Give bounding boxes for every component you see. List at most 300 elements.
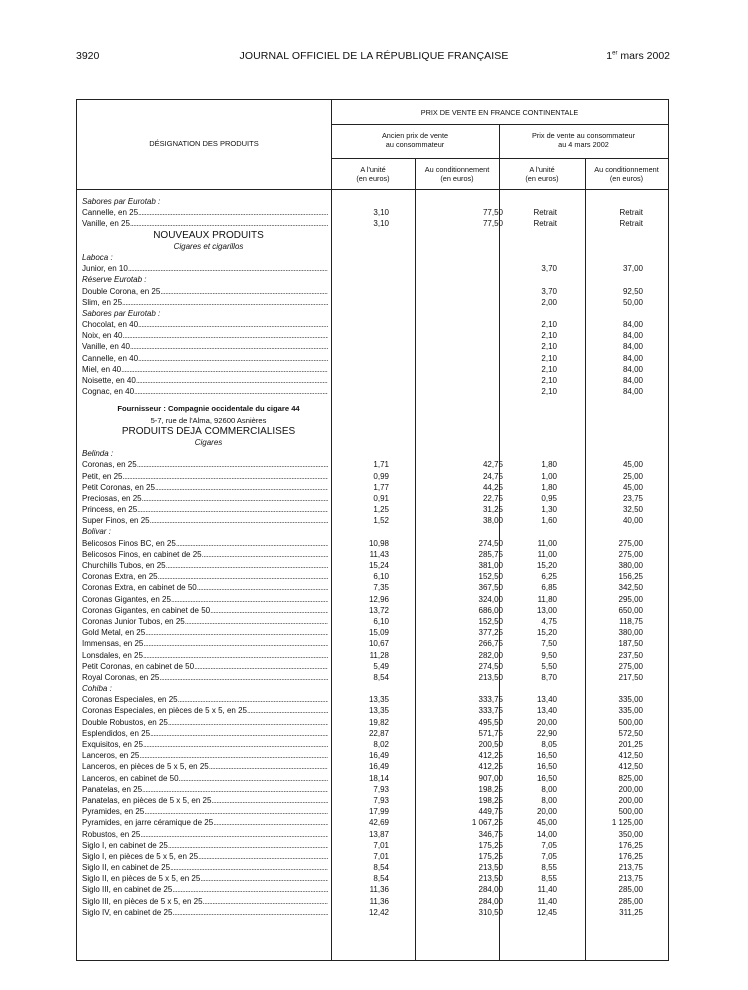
- old-unit-price: 5,49: [373, 661, 389, 671]
- table-row: [77, 471, 668, 482]
- header-rule: [331, 124, 668, 125]
- new-pack-price: 84,00: [622, 353, 643, 363]
- old-pack-price: 200,50: [478, 740, 503, 749]
- new-pack-price: 37,00: [622, 264, 643, 274]
- new-pack-price: 50,00: [622, 297, 643, 307]
- new-pack-price: 92,50: [622, 286, 643, 296]
- new-unit-price: 2,10: [541, 353, 557, 363]
- heading-label: Cigares: [194, 437, 223, 447]
- old-unit-price: 7,35: [373, 583, 389, 593]
- new-unit-price: 1,00: [541, 471, 557, 481]
- table-row: [77, 728, 668, 739]
- new-pack-price: 275,00: [618, 549, 643, 559]
- brand-heading: [77, 448, 668, 459]
- new-unit-price: 8,05: [541, 740, 557, 749]
- old-pack-price: 198,25: [478, 795, 503, 805]
- old-unit-price: 3,10: [373, 219, 389, 229]
- old-pack-price: 213,50: [478, 874, 503, 884]
- new-pack-price: 156,25: [618, 572, 643, 582]
- new-unit-price: 13,00: [536, 605, 557, 615]
- heading-label: NOUVEAUX PRODUITS: [153, 229, 264, 241]
- old-unit-price: 7,93: [373, 795, 389, 805]
- product-name: Lanceros, en 25 .....: [82, 750, 328, 761]
- brand-heading: [77, 274, 668, 285]
- old-unit-price: 8,02: [373, 740, 389, 749]
- table-row: [77, 605, 668, 616]
- new-unit-price: 14,00: [536, 829, 557, 839]
- old-pack-price: 346,75: [478, 829, 503, 839]
- old-pack-price: 266,75: [478, 639, 503, 649]
- old-pack-price: 284,00: [478, 896, 503, 906]
- product-name: Noisette, en 40 .....: [82, 375, 328, 386]
- old-pack-price: 377,25: [478, 628, 503, 638]
- new-pack-price: 84,00: [622, 376, 643, 385]
- old-unit-price: 3,10: [373, 208, 389, 218]
- old-unit-price: 1,52: [373, 516, 389, 526]
- table-row: [77, 571, 668, 582]
- new-pack-price: 32,50: [622, 505, 643, 515]
- table-row: [77, 661, 668, 672]
- new-pack-price: 176,25: [618, 851, 643, 861]
- new-pack-price: 84,00: [622, 387, 643, 397]
- product-name: Junior, en 10 .....: [82, 263, 328, 274]
- old-pack-price: 31,25: [482, 505, 503, 515]
- new-pack-price: 342,50: [618, 583, 643, 593]
- old-price-header: Ancien prix de vente au consommateur: [381, 131, 449, 149]
- old-unit-price: 1,77: [373, 482, 389, 492]
- product-name: Petit Coronas, en cabinet de 50 .....: [82, 661, 328, 672]
- new-unit-price: 11,00: [537, 549, 557, 559]
- new-unit-price: 2,10: [541, 387, 557, 397]
- old-unit-price: 8,54: [373, 863, 389, 873]
- heading-label: Belinda :: [82, 449, 114, 459]
- new-pack-price: 217,50: [618, 672, 643, 682]
- old-unit-price: 1,71: [373, 460, 389, 470]
- old-pack-price: 381,00: [478, 561, 503, 570]
- table-row: [77, 817, 668, 828]
- new-pack-price: 40,00: [622, 516, 643, 526]
- old-pack-price: 907,00: [478, 773, 503, 783]
- old-pack-price: 152,50: [478, 616, 503, 626]
- heading-label: PRODUITS DÉJÀ COMMERCIALISÉS: [121, 425, 296, 437]
- old-pack-price: 213,50: [478, 863, 503, 873]
- table-row: [77, 319, 668, 330]
- new-pack-price: 1 125,00: [611, 818, 643, 828]
- product-name: Princess, en 25 .....: [82, 504, 328, 515]
- old-pack-price: 38,00: [482, 516, 503, 526]
- product-name: Double Robustos, en 25 .....: [82, 717, 328, 728]
- product-name: Lanceros, en cabinet de 50 .....: [82, 773, 328, 784]
- table-row: [77, 353, 668, 364]
- new-unit-price: 7,05: [541, 851, 557, 861]
- table-row: [77, 884, 668, 895]
- heading-label: Fournisseur : Compagnie occidentale du cigare 44: [117, 404, 300, 414]
- old-unit-price: 19,82: [368, 717, 389, 727]
- table-row: [77, 795, 668, 806]
- new-pack-price: 201,25: [618, 740, 643, 749]
- old-pack-price: 213,50: [478, 672, 503, 682]
- new-pack-price: 295,00: [618, 594, 643, 604]
- product-name: Exquisitos, en 25 .....: [82, 739, 328, 750]
- product-name: Coronas, en 25 .....: [82, 459, 328, 470]
- new-unit-price: 1,30: [541, 505, 557, 515]
- table-row: [77, 862, 668, 873]
- old-unit-price: 7,01: [373, 851, 389, 861]
- table-row: [77, 616, 668, 627]
- heading-label: 5-7, rue de l'Alma, 92600 Asnières: [150, 415, 267, 425]
- table-row: [77, 851, 668, 862]
- new-unit-price: 15,20: [536, 561, 557, 570]
- new-pack-price: Retrait: [619, 219, 643, 229]
- product-name: Panatelas, en pièces de 5 x 5, en 25 .....: [82, 795, 328, 806]
- old-unit-price: 11,36: [369, 885, 389, 895]
- table-row: [77, 627, 668, 638]
- table-row: [77, 515, 668, 526]
- price-group-header: PRIX DE VENTE EN FRANCE CONTINENTALE: [420, 108, 579, 117]
- table-body: [77, 190, 668, 918]
- old-unit-price: 6,10: [373, 616, 389, 626]
- product-name: Coronas Gigantes, en cabinet de 50 .....: [82, 605, 328, 616]
- new-pack-price: 213,75: [618, 863, 643, 873]
- new-pack-price: 335,00: [618, 695, 643, 705]
- product-name: Belicosos Finos BC, en 25 .....: [82, 538, 328, 549]
- new-pack-price: 500,00: [618, 807, 643, 817]
- heading-label: Cohiba :: [82, 684, 112, 694]
- product-name: Coronas Extra, en 25 .....: [82, 571, 328, 582]
- new-unit-price: 11,40: [537, 885, 557, 895]
- old-unit-price: 0,99: [373, 471, 389, 481]
- table-row: [77, 873, 668, 884]
- old-unit-price: 12,42: [368, 907, 389, 917]
- brand-heading: [77, 683, 668, 694]
- product-name: Super Finos, en 25 .....: [82, 515, 328, 526]
- old-unit-price: 13,35: [368, 706, 389, 716]
- old-pack-price: 274,50: [478, 538, 503, 548]
- old-unit-price: 13,87: [368, 829, 389, 839]
- new-unit-price: 8,00: [541, 795, 557, 805]
- new-unit-price: 3,70: [541, 264, 557, 274]
- old-pack-price: 175,25: [478, 840, 503, 850]
- new-pack-price: 45,00: [622, 460, 643, 470]
- product-name: Vanille, en 25 .....: [82, 218, 328, 229]
- table-row: [77, 330, 668, 341]
- product-name: Double Corona, en 25 .....: [82, 286, 328, 297]
- table-row: [77, 493, 668, 504]
- new-pack-price: 176,25: [618, 840, 643, 850]
- old-pack-price: 1 067,25: [471, 818, 503, 828]
- section-subheading: [77, 241, 668, 252]
- new-pack-price: 200,00: [618, 784, 643, 794]
- new-pack-price: 84,00: [622, 331, 643, 341]
- product-name: Chocolat, en 40 .....: [82, 319, 328, 330]
- new-unit-price: 13,40: [536, 695, 557, 705]
- old-pack-price: 412,25: [478, 762, 503, 772]
- new-pack-price: 650,00: [618, 605, 643, 615]
- table-row: [77, 784, 668, 795]
- product-name: Siglo I, en cabinet de 25 .....: [82, 840, 328, 851]
- new-unit-price: 2,10: [541, 342, 557, 352]
- new-pack-price: 412,50: [618, 751, 643, 761]
- table-row: [77, 459, 668, 470]
- table-row: [77, 773, 668, 784]
- new-unit-price: 16,50: [536, 751, 557, 761]
- old-pack-price: 285,75: [478, 549, 503, 559]
- new-unit-price: 8,55: [541, 874, 557, 884]
- new-unit-price: 20,00: [536, 807, 557, 817]
- product-name: Siglo IV, en cabinet de 25 .....: [82, 907, 328, 918]
- new-unit-price: 8,00: [541, 784, 557, 794]
- new-unit-price: 15,20: [536, 628, 557, 638]
- table-row: [77, 594, 668, 605]
- new-pack-price: 200,00: [618, 795, 643, 805]
- old-unit-header: A l'unité (en euros): [356, 165, 390, 183]
- new-pack-header: Au conditionnement (en euros): [594, 165, 659, 183]
- old-pack-price: 198,25: [478, 784, 503, 794]
- new-pack-price: 25,00: [622, 471, 643, 481]
- table-row: [77, 638, 668, 649]
- heading-label: Laboca :: [82, 252, 113, 262]
- old-unit-price: 7,93: [373, 784, 389, 794]
- table-row: [77, 896, 668, 907]
- heading-label: Bolivar :: [82, 527, 111, 537]
- new-unit-price: 13,40: [536, 706, 557, 716]
- product-name: Siglo I, en pièces de 5 x 5, en 25 .....: [82, 851, 328, 862]
- old-pack-price: 44,25: [482, 482, 503, 492]
- designation-header: DÉSIGNATION DES PRODUITS: [149, 139, 259, 148]
- table-row: [77, 482, 668, 493]
- section-heading: [77, 230, 668, 241]
- product-name: Robustos, en 25 .....: [82, 829, 328, 840]
- new-unit-price: 8,70: [541, 672, 557, 682]
- product-name: Gold Metal, en 25 .....: [82, 627, 328, 638]
- new-unit-price: 2,00: [541, 297, 557, 307]
- old-unit-price: 7,01: [373, 840, 389, 850]
- publication-date: 1er mars 2002: [606, 50, 670, 62]
- new-pack-price: 311,25: [619, 907, 643, 917]
- table-row: [77, 286, 668, 297]
- brand-heading: [77, 196, 668, 207]
- new-pack-price: 84,00: [622, 320, 643, 330]
- new-unit-price: 12,45: [536, 907, 557, 917]
- old-unit-price: 11,28: [369, 650, 389, 660]
- brand-heading: [77, 252, 668, 263]
- old-unit-price: 11,43: [369, 549, 389, 559]
- new-unit-price: 2,10: [541, 320, 557, 330]
- table-row: [77, 840, 668, 851]
- product-name: Panatelas, en 25 .....: [82, 784, 328, 795]
- section-subheading: [77, 437, 668, 448]
- product-name: Vanille, en 40 .....: [82, 341, 328, 352]
- new-pack-price: 23,75: [622, 493, 643, 503]
- product-name: Coronas Gigantes, en 25 .....: [82, 594, 328, 605]
- old-pack-price: 22,75: [482, 493, 503, 503]
- product-name: Coronas Extra, en cabinet de 50 .....: [82, 582, 328, 593]
- product-name: Immensas, en 25 .....: [82, 638, 328, 649]
- product-name: Royal Coronas, en 25 .....: [82, 672, 328, 683]
- table-row: [77, 717, 668, 728]
- old-unit-price: 8,54: [373, 874, 389, 884]
- old-pack-price: 571,75: [478, 728, 503, 738]
- journal-title: JOURNAL OFFICIEL DE LA RÉPUBLIQUE FRANÇAISE: [239, 50, 509, 62]
- old-pack-price: 274,50: [478, 661, 503, 671]
- new-pack-price: 187,50: [618, 639, 643, 649]
- old-pack-header: Au conditionnement (en euros): [424, 165, 490, 183]
- new-price-header: Prix de vente au consommateur au 4 mars 2002: [531, 131, 636, 149]
- new-unit-price: 3,70: [541, 286, 557, 296]
- product-name: Pyramides, en jarre céramique de 25 .....: [82, 817, 328, 828]
- old-pack-price: 333,75: [478, 706, 503, 716]
- new-unit-price: 2,10: [541, 376, 557, 385]
- new-unit-header: A l'unité (en euros): [525, 165, 559, 183]
- table-row: [77, 549, 668, 560]
- new-unit-price: 20,00: [536, 717, 557, 727]
- table-row: [77, 218, 668, 229]
- new-unit-price: 9,50: [541, 650, 557, 660]
- new-unit-price: 0,95: [541, 493, 557, 503]
- old-unit-price: 13,72: [368, 605, 389, 615]
- new-unit-price: 6,85: [541, 583, 557, 593]
- new-unit-price: 2,10: [541, 364, 557, 374]
- old-pack-price: 282,00: [478, 650, 503, 660]
- table-row: [77, 386, 668, 397]
- table-row: [77, 907, 668, 918]
- table-row: [77, 829, 668, 840]
- new-pack-price: 285,00: [618, 885, 643, 895]
- old-pack-price: 449,75: [478, 807, 503, 817]
- product-name: Siglo II, en pièces de 5 x 5, en 25 .....: [82, 873, 328, 884]
- new-pack-price: 380,00: [618, 628, 643, 638]
- product-name: Esplendidos, en 25 .....: [82, 728, 328, 739]
- old-unit-price: 6,10: [373, 572, 389, 582]
- header-rule: [331, 158, 668, 159]
- table-row: [77, 263, 668, 274]
- old-unit-price: 42,69: [368, 818, 389, 828]
- product-name: Belicosos Finos, en cabinet de 25 .....: [82, 549, 328, 560]
- heading-label: Réserve Eurotab :: [82, 275, 147, 285]
- table-row: [77, 694, 668, 705]
- new-pack-price: 237,50: [618, 650, 643, 660]
- old-unit-price: 1,25: [373, 505, 389, 515]
- table-row: [77, 560, 668, 571]
- new-unit-price: 5,50: [541, 661, 557, 671]
- old-unit-price: 16,49: [368, 762, 389, 772]
- product-name: Preciosas, en 25 .....: [82, 493, 328, 504]
- old-pack-price: 367,50: [478, 583, 503, 593]
- product-name: Siglo II, en cabinet de 25 .....: [82, 862, 328, 873]
- new-unit-price: 1,80: [541, 482, 557, 492]
- product-name: Churchills Tubos, en 25 .....: [82, 560, 328, 571]
- old-pack-price: 412,25: [478, 751, 503, 761]
- old-unit-price: 16,49: [368, 751, 389, 761]
- old-pack-price: 175,25: [478, 851, 503, 861]
- new-pack-price: 285,00: [618, 896, 643, 906]
- new-pack-price: 500,00: [618, 717, 643, 727]
- product-name: Petit, en 25 .....: [82, 471, 328, 482]
- old-unit-price: 11,36: [369, 896, 389, 906]
- product-name: Coronas Especiales, en 25 .....: [82, 694, 328, 705]
- table-row: [77, 582, 668, 593]
- new-pack-price: 45,00: [622, 482, 643, 492]
- new-unit-price: 16,50: [536, 762, 557, 772]
- old-unit-price: 17,99: [368, 807, 389, 817]
- new-unit-price: Retrait: [533, 219, 557, 229]
- table-row: [77, 672, 668, 683]
- new-pack-price: 335,00: [618, 706, 643, 716]
- old-unit-price: 0,91: [373, 493, 389, 503]
- new-pack-price: 380,00: [618, 561, 643, 570]
- new-unit-price: 2,10: [541, 331, 557, 341]
- new-unit-price: 7,05: [541, 840, 557, 850]
- product-name: Slim, en 25 .....: [82, 297, 328, 308]
- new-pack-price: 275,00: [618, 538, 643, 548]
- new-unit-price: 8,55: [541, 863, 557, 873]
- page-number: 3920: [76, 50, 100, 62]
- old-unit-price: 15,09: [368, 628, 389, 638]
- table-row: [77, 297, 668, 308]
- old-pack-price: 495,50: [478, 717, 503, 727]
- table-row: [77, 739, 668, 750]
- new-pack-price: 825,00: [618, 773, 643, 783]
- table-row: [77, 504, 668, 515]
- new-unit-price: Retrait: [533, 208, 557, 218]
- old-unit-price: 18,14: [368, 773, 389, 783]
- product-name: Petit Coronas, en 25 .....: [82, 482, 328, 493]
- heading-label: Sabores par Eurotab :: [82, 197, 161, 206]
- table-row: [77, 207, 668, 218]
- old-pack-price: 324,00: [478, 594, 503, 604]
- product-name: Siglo III, en cabinet de 25 .....: [82, 884, 328, 895]
- old-pack-price: 77,50: [482, 208, 503, 218]
- product-name: Coronas Especiales, en pièces de 5 x 5, en 25 .....: [82, 705, 328, 716]
- table-row: [77, 538, 668, 549]
- new-unit-price: 11,00: [537, 538, 557, 548]
- new-unit-price: 11,40: [537, 896, 557, 906]
- product-name: Noix, en 40 .....: [82, 330, 328, 341]
- new-pack-price: 84,00: [622, 364, 643, 374]
- heading-label: Sabores par Eurotab :: [82, 308, 161, 318]
- old-pack-price: 333,75: [478, 695, 503, 705]
- brand-heading: [77, 526, 668, 537]
- table-row: [77, 761, 668, 772]
- product-name: Pyramides, en 25 .....: [82, 806, 328, 817]
- new-unit-price: 7,50: [541, 639, 557, 649]
- supplier-name: [77, 403, 668, 414]
- old-unit-price: 15,24: [368, 561, 389, 570]
- old-pack-price: 152,50: [478, 572, 503, 582]
- table-row: [77, 364, 668, 375]
- product-name: Cognac, en 40 .....: [82, 386, 328, 397]
- heading-label: Cigares et cigarillos: [173, 241, 244, 251]
- old-unit-price: 10,67: [368, 639, 389, 649]
- table-row: [77, 806, 668, 817]
- product-name: Miel, en 40 .....: [82, 364, 328, 375]
- product-name: Coronas Junior Tubos, en 25 .....: [82, 616, 328, 627]
- new-pack-price: 350,00: [618, 829, 643, 839]
- table-row: [77, 705, 668, 716]
- price-table: [76, 99, 669, 961]
- old-pack-price: 24,75: [482, 471, 503, 481]
- new-pack-price: 275,00: [618, 661, 643, 671]
- new-unit-price: 16,50: [536, 773, 557, 783]
- new-pack-price: 84,00: [622, 342, 643, 352]
- old-unit-price: 22,87: [368, 728, 389, 738]
- brand-heading: [77, 308, 668, 319]
- old-pack-price: 686,00: [478, 605, 503, 615]
- product-name: Lanceros, en pièces de 5 x 5, en 25 .....: [82, 761, 328, 772]
- new-unit-price: 6,25: [541, 572, 557, 582]
- product-name: Cannelle, en 25 .....: [82, 207, 328, 218]
- new-unit-price: 45,00: [536, 818, 557, 828]
